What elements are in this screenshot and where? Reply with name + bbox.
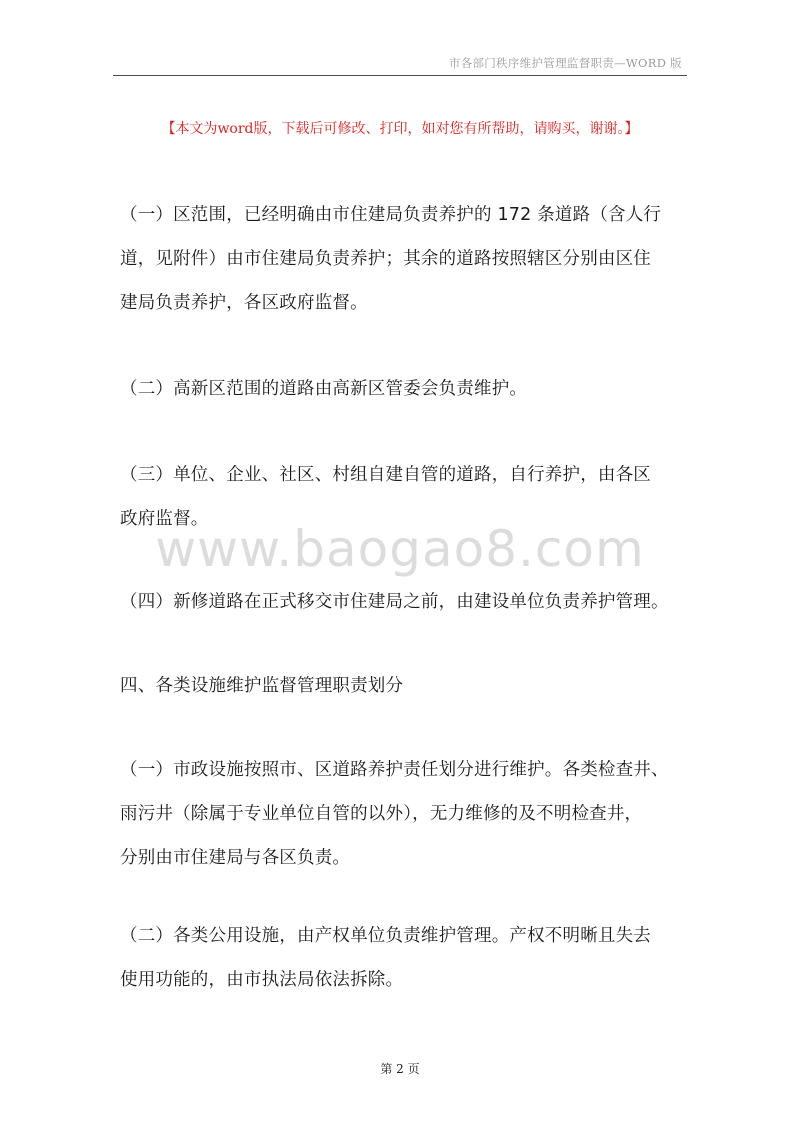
paragraph-line: 建局负责养护，各区政府监督。 (120, 293, 368, 313)
paragraph-line: （四）新修道路在正式移交市住建局之前，由建设单位负责养护管理。 (120, 592, 669, 612)
paragraph-public-facilities (120, 914, 682, 1002)
paragraph-line: 分别由市住建局与各区负责。 (120, 848, 351, 868)
page-number: 第 2 页 (380, 1062, 420, 1076)
paragraph-road-maintenance-scope (120, 193, 682, 325)
paragraph-line: 雨污井（除属于专业单位自管的以外），无力维修的及不明检查井， (120, 804, 643, 824)
purchase-notice: 【本文为word版，下载后可修改、打印，如对您有所帮助，请购买，谢谢。】 (161, 121, 639, 137)
paragraph-line: 使用功能的，由市执法局依法拆除。 (120, 970, 404, 990)
paragraph-line: （三）单位、企业、社区、村组自建自管的道路，自行养护，由各区 (120, 465, 651, 485)
paragraph-line: （二）高新区范围的道路由高新区管委会负责维护。 (120, 379, 528, 399)
paragraph-line: 道，见附件）由市住建局负责养护；其余的道路按照辖区分别由区住 (120, 249, 651, 269)
paragraph-municipal-facilities (120, 748, 682, 880)
heading-line: 四、各类设施维护监督管理职责划分 (120, 676, 404, 696)
watermark-text: www.baogao8.com (155, 520, 645, 578)
paragraph-high-tech-zone (120, 367, 682, 411)
paragraph-line: （二）各类公用设施，由产权单位负责维护管理。产权不明晰且失去 (120, 926, 651, 946)
header-divider (113, 75, 687, 76)
section-heading (120, 664, 682, 708)
paragraph-line: （一）市政设施按照市、区道路养护责任划分进行维护。各类检查井、 (120, 760, 669, 780)
running-header: 市各部门秩序维护管理监督职责—WORD 版 (448, 56, 682, 70)
paragraph-line: 政府监督。 (120, 509, 209, 529)
paragraph-new-roads (120, 580, 682, 624)
paragraph-self-managed-roads (120, 453, 682, 541)
paragraph-line: （一）区范围，已经明确由市住建局负责养护的 172 条道路（含人行 (120, 205, 662, 225)
